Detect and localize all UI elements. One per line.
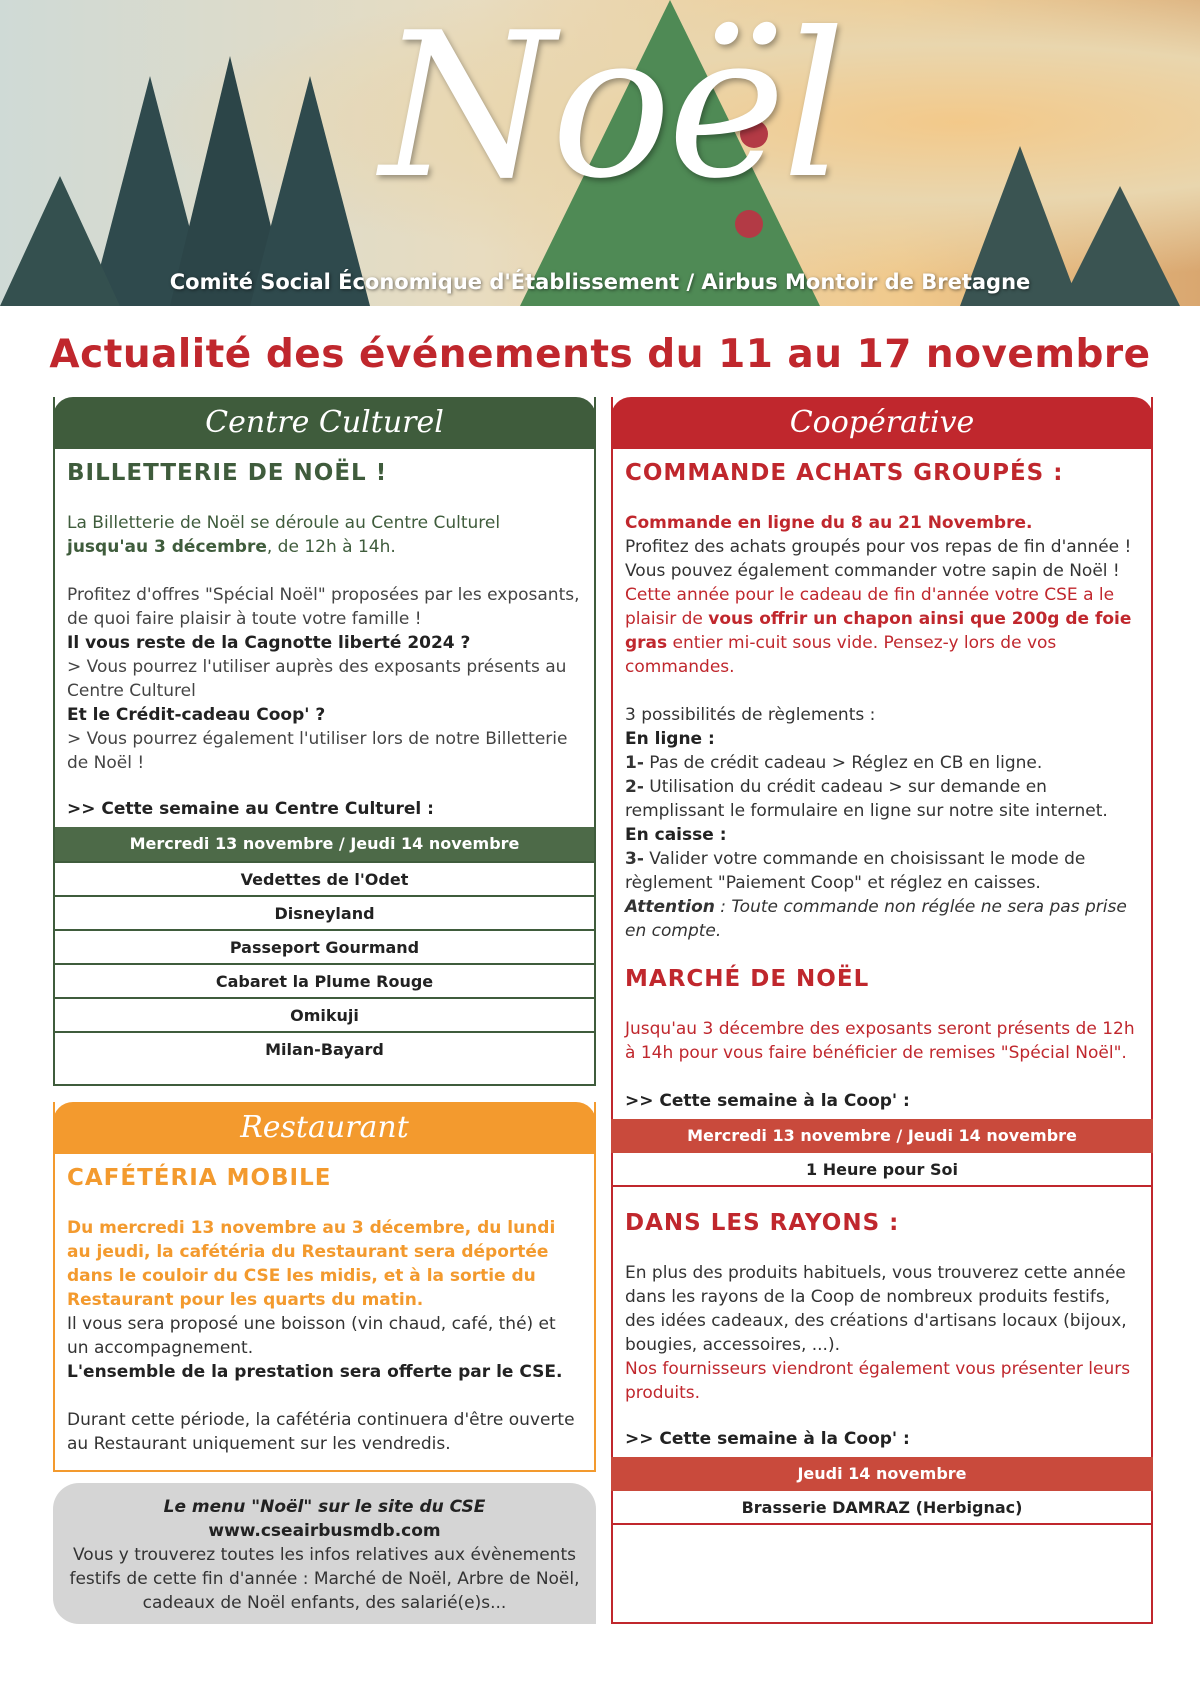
dates-bar: Jeudi 14 novembre (611, 1457, 1153, 1491)
paragraph: Durant cette période, la cafétéria continuera d'être ouverte au Restaurant uniquement sur les vendredis. (67, 1410, 575, 1454)
cooperative-card (611, 397, 1153, 1624)
paragraph: Nos fournisseurs viendront également vous présenter leurs produits. (625, 1359, 1131, 1403)
noel-title: Noël (380, 0, 842, 223)
section-heading: DANS LES RAYONS : (625, 1210, 900, 1236)
option: 1- Pas de crédit cadeau > Réglez en CB en ligne. (625, 753, 1043, 773)
paragraph: La Billetterie de Noël se déroule au Centre Culturel jusqu'au 3 décembre, de 12h à 14h. (67, 513, 501, 557)
week-label: >> Cette semaine à la Coop' : (625, 1091, 910, 1111)
section-heading: CAFÉTÉRIA MOBILE (67, 1165, 332, 1191)
event-row: Disneyland (55, 895, 594, 929)
header-banner (0, 0, 1200, 306)
event-row: Brasserie DAMRAZ (Herbignac) (613, 1491, 1151, 1525)
paragraph: > Vous pourrez l'utiliser auprès des exposants présents au Centre Culturel (67, 657, 567, 701)
card-header: Restaurant (53, 1102, 596, 1154)
info-box (53, 1483, 596, 1624)
dates-bar: Mercredi 13 novembre / Jeudi 14 novembre (55, 827, 594, 861)
paragraph: Profitez des achats groupés pour vos repas de fin d'année ! Vous pouvez également commander votre sapin de Noël ! (625, 537, 1132, 581)
page-title: Actualité des événements du 11 au 17 novembre (49, 332, 1151, 377)
paragraph: > Vous pourrez également l'utiliser lors de notre Billetterie de Noël ! (67, 729, 568, 773)
paragraph: Du mercredi 13 novembre au 3 décembre, du lundi au jeudi, la cafétéria du Restaurant sera déportée dans le couloir du CSE les midis, et à la sortie du Restaurant pour les quarts du matin. (67, 1218, 556, 1310)
organization-name: Comité Social Économique d'Établissement / Airbus Montoir de Bretagne (169, 270, 1031, 294)
label: En ligne : (625, 729, 715, 749)
event-row: Vedettes de l'Odet (55, 861, 594, 895)
section-heading: BILLETTERIE DE NOËL ! (67, 460, 388, 486)
event-row: Omikuji (55, 997, 594, 1031)
info-text: Vous y trouverez toutes les infos relatives aux évènements festifs de cette fin d'année : Marché de Noël, Arbre de Noël, cadeaux de Noël enfants, des salarié(e)s... (69, 1545, 580, 1613)
option: 2- Utilisation du crédit cadeau > sur demande en remplissant le formulaire en ligne sur notre site internet. (625, 777, 1108, 821)
paragraph: Cette année pour le cadeau de fin d'année votre CSE a le plaisir de vous offrir un chapon ainsi que 200g de foie gras entier mi-cuit sous vide. Pensez-y lors de vos commandes. (625, 585, 1132, 677)
card-header: Centre Culturel (53, 397, 596, 449)
section-heading: MARCHÉ DE NOËL (625, 966, 870, 992)
paragraph: Jusqu'au 3 décembre des exposants seront présents de 12h à 14h pour vous faire bénéficier de remises "Spécial Noël". (625, 1019, 1135, 1063)
warning: Attention : Toute commande non réglée ne sera pas prise en compte. (625, 897, 1127, 941)
event-row: Milan-Bayard (55, 1031, 594, 1065)
week-label: >> Cette semaine au Centre Culturel : (67, 799, 434, 819)
dates-bar: Mercredi 13 novembre / Jeudi 14 novembre (611, 1119, 1153, 1153)
paragraph: Commande en ligne du 8 au 21 Novembre. (625, 513, 1033, 533)
paragraph: Il vous sera proposé une boisson (vin chaud, café, thé) et un accompagnement. (67, 1314, 556, 1358)
question: Il vous reste de la Cagnotte liberté 2024 ? (67, 633, 471, 653)
question: Et le Crédit-cadeau Coop' ? (67, 705, 326, 725)
paragraph: En plus des produits habituels, vous trouverez cette année dans les rayons de la Coop de nombreux produits festifs, des idées cadeaux, des créations d'artisans locaux (bijoux, bougies, accessoires, ...). (625, 1263, 1127, 1355)
section-heading: COMMANDE ACHATS GROUPÉS : (625, 460, 1064, 486)
restaurant-card (53, 1102, 596, 1472)
website-link[interactable]: www.cseairbusmdb.com (208, 1521, 441, 1541)
paragraph: L'ensemble de la prestation sera offerte par le CSE. (67, 1362, 563, 1382)
paragraph: Profitez d'offres "Spécial Noël" proposées par les exposants, de quoi faire plaisir à toute votre famille ! (67, 585, 580, 629)
centre-culturel-card (53, 397, 596, 1086)
event-row: 1 Heure pour Soi (613, 1153, 1151, 1187)
event-row: Cabaret la Plume Rouge (55, 963, 594, 997)
card-header: Coopérative (611, 397, 1153, 449)
label: En caisse : (625, 825, 727, 845)
event-row: Passeport Gourmand (55, 929, 594, 963)
week-label: >> Cette semaine à la Coop' : (625, 1429, 910, 1449)
option: 3- Valider votre commande en choisissant le mode de règlement "Paiement Coop" et réglez en caisses. (625, 849, 1086, 893)
info-title: Le menu "Noël" sur le site du CSE (163, 1497, 486, 1517)
paragraph: 3 possibilités de règlements : (625, 705, 876, 725)
